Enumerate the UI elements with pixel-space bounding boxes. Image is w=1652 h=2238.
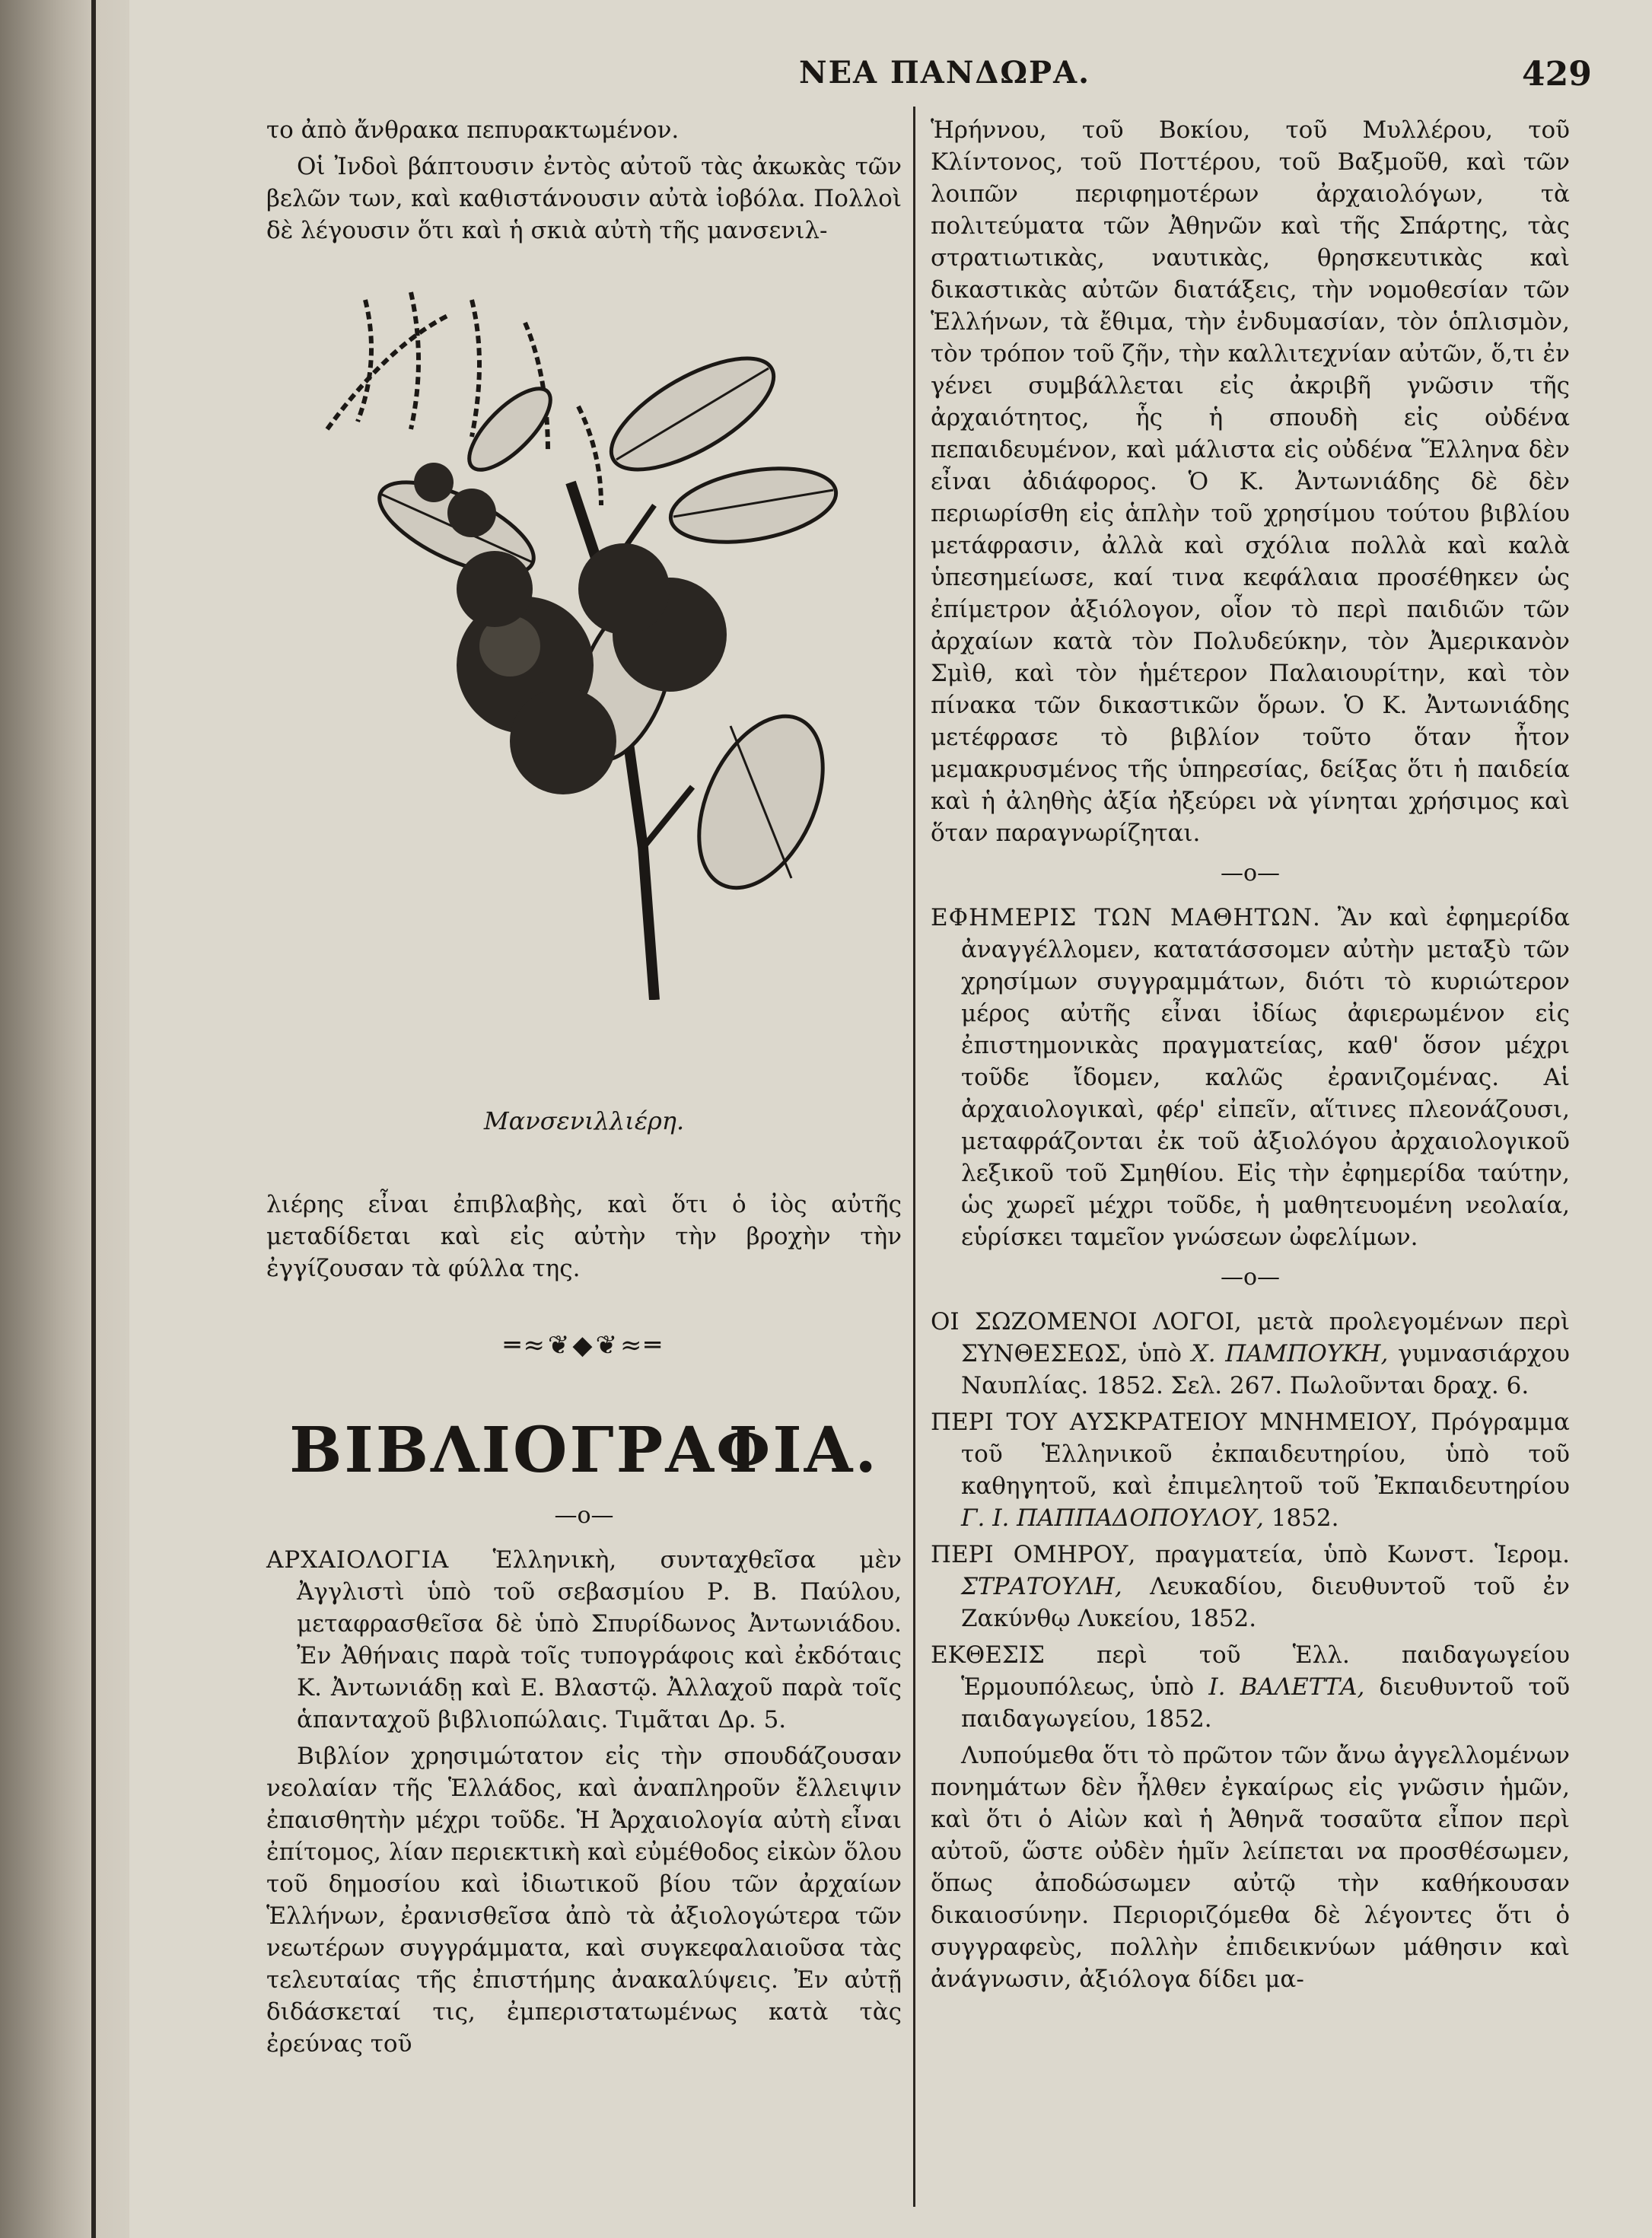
section-title: ΒΙΒΛΙΟΓΡΑΦΙΑ. xyxy=(289,1414,879,1487)
entry-mnemeion-year: 1852. xyxy=(1271,1504,1339,1532)
entry-logoi-rest: γυμνασιάρχου Ναυπλίας. 1852. Σελ. 267. Πωλοῦνται δραχ. 6. xyxy=(961,1340,1571,1399)
entry-logoi-text: ΟΙ ΣΩΖΟΜΕΝΟΙ ΛΟΓΟΙ, μετὰ προλεγομένων περὶ ΣΥΝΘΕΣΕΩΣ, ὑπὸ xyxy=(931,1308,1570,1367)
entry-mnemeion-text: ΠΕΡΙ ΤΟΥ ΑΥΣΚΡΑΤΕΙΟΥ ΜΝΗΜΕΙΟΥ, Πρόγραμμα τοῦ Ἑλληνικοῦ ἐκπαιδευτηρίου, ὑπὸ τοῦ καθηγητοῦ, καὶ ἐπιμελητοῦ τοῦ Ἐκπαιδευτηρίου xyxy=(931,1409,1570,1500)
divider-1: —ο— xyxy=(1220,860,1281,887)
entry-mnemeion xyxy=(931,1406,1570,1534)
paragraph-continued-right: Ἡρήννου, τοῦ Βοκίου, τοῦ Μυλλέρου, τοῦ Κλίντονος, τοῦ Ποττέρου, τοῦ Βαξμοῦθ, καὶ τῶν λοιπῶν περιφημοτέρων ἀρχαιολόγων, τὰ πολιτεύματα τῶν Ἀθηνῶν καὶ τῆς Σπάρτης, τὰς στρατιωτικὰς, ναυτικὰς, θρησκευτικὰς καὶ δικαστικὰς αὐτῶν διατάξεις, τὴν νομοθεσίαν τῶν Ἑλλήνων, τὰ ἔθιμα, τὴν ἐνδυμασίαν, τὸν ὁπλισμὸν, τὸν τρόπον τοῦ ζῆν, τὴν καλλιτεχνίαν αὐτῶν, ὅ,τι ἐν γένει συμβάλλεται εἰς ἀκριβῆ γνῶσιν τῆς ἀρχαιότητος, ἧς ἡ σπουδὴ εἰς οὐδένα πεπαιδευμένον, καὶ μάλιστα εἰς οὐδένα Ἕλληνα δὲν εἶναι ἀδιάφορος. Ὁ Κ. Ἀντωνιάδης δὲ δὲν περιωρίσθη εἰς ἁπλὴν τοῦ χρησίμου τούτου βιβλίου μετάφρασιν, ἀλλὰ καὶ σχόλια πολλὰ καὶ καλὰ ὑπεσημείωσε, καί τινα κεφάλαια προσέθηκεν ὡς ἐπίμετρον ἀξιόλογον, οἷον τὸ περὶ παιδιῶν τῶν ἀρχαίων κατὰ τὸν Πολυδεύκην, τὸν Ἀμερικανὸν Σμὶθ, καὶ τὸν ἡμέτερον Παλαιουρίτην, καὶ τὸν πίνακα τῶν δικαστικῶν ὅρων. Ὁ Κ. Ἀντωνιάδης μετέφρασε τὸ βιβλίον τοῦτο ὅταν ἦτον μεμακρυσμένος τῆς ὑπηρεσίας, δείξας ὅτι ἡ παιδεία καὶ ἡ ἀληθὴς ἀξία ἠξεύρει νὰ γίνηται χρήσιμος καὶ ὅταν παραγνωρίζηται. xyxy=(931,116,1570,847)
ornament-divider: ═≈❦◆❦≈═ xyxy=(504,1330,664,1361)
entry-logoi-author: Χ. ΠΑΜΠΟΥΚΗ, xyxy=(1191,1340,1389,1367)
binding-edge xyxy=(91,0,96,2238)
text-line-1: το ἀπὸ ἄνθρακα πεπυρακτωμένον. xyxy=(266,116,680,144)
entry-homerou-author: ΣΤΡΑΤΟΥΛΗ, xyxy=(961,1573,1122,1600)
column-rule xyxy=(913,107,915,2207)
left-column xyxy=(266,114,902,2064)
paragraph-indians: Οἱ Ἰνδοὶ βάπτουσιν ἐντὸς αὐτοῦ τὰς ἀκωκὰς τῶν βελῶν των, καὶ καθιστάνουσιν αὐτὰ ἰοβόλα. Πολλοὶ δὲ λέγουσιν ὅτι καὶ ἡ σκιὰ αὐτὴ τῆς μανσενιλ- xyxy=(266,153,902,244)
section-divider: —ο— xyxy=(554,1502,614,1529)
entry-archaeology-head: ΑΡΧΑΙΟΛΟΓΙΑ xyxy=(266,1546,450,1574)
entry-homerou xyxy=(931,1539,1570,1635)
right-column xyxy=(931,114,1570,2000)
paragraph-continued: λιέρης εἶναι ἐπιβλαβὴς, καὶ ὅτι ὁ ἰὸς αὐτῆς μεταδίδεται καὶ εἰς αὐτὴν τὴν βροχὴν τὴν ἐγγίζουσαν τὰ φύλλα της. xyxy=(266,1191,902,1282)
entry-archaeology xyxy=(266,1544,902,1736)
entry-logoi xyxy=(931,1306,1570,1402)
entry-archaeology-body: Ἑλληνικὴ, συνταχθεῖσα μὲν Ἀγγλιστὶ ὑπὸ τοῦ σεβασμίου Ρ. Β. Παύλου, μεταφρασθεῖσα δὲ ὑπὸ Σπυρίδωνος Ἀντωνιάδου. Ἐν Ἀθήναις παρὰ τοῖς τυπογράφοις καὶ ἐκδόταις Κ. Ἀντωνιάδῃ καὶ Ε. Βλαστῷ. Ἀλλαχοῦ παρὰ τοῖς ἁπανταχοῦ βιβλιοπώλαις. Τιμᾶται Δρ. 5. xyxy=(297,1546,902,1733)
entry-ekthesis-rest: διευθυντοῦ τοῦ παιδαγωγείου, 1852. xyxy=(961,1673,1571,1733)
book-binding xyxy=(0,0,129,2238)
entry-ephemeris-head: ΕΦΗΜΕΡΙΣ ΤΩΝ ΜΑΘΗΤΩΝ. xyxy=(931,904,1321,931)
paragraph-book-review: Βιβλίον χρησιμώτατον εἰς τὴν σπουδάζουσαν νεολαίαν τῆς Ἑλλάδος, καὶ ἀναπληροῦν ἔλλειψιν ἐπαισθητὴν μέχρι τοῦδε. Ἡ Ἀρχαιολογία αὐτὴ εἶναι ἐπίτομος, λίαν περιεκτικὴ καὶ εὐμέθοδος εἰκὼν ὅλου τοῦ δημοσίου καὶ ἰδιωτικοῦ βίου τῶν ἀρχαίων Ἑλλήνων, ἐρανισθεῖσα ἀπὸ τὰ ἀξιολογώτερα τῶν νεωτέρων συγγράμματα, καὶ συγκεφαλαιοῦσα τὰς τελευταίας τῆς ἐπιστήμης ἀνακαλύψεις. Ἐν αὐτῇ διδάσκεταί τις, ἐμπεριστατωμένως κατὰ τὰς ἐρεύνας τοῦ xyxy=(266,1743,902,2058)
entry-ephemeris xyxy=(931,902,1570,1253)
page-number: 429 xyxy=(1522,55,1592,94)
entry-mnemeion-author: Γ. Ι. ΠΑΠΠΑΔΟΠΟΥΛΟΥ, xyxy=(961,1504,1264,1532)
manchineel-branch-icon xyxy=(297,254,875,1000)
figure-caption: Μανσενιλλιέρη. xyxy=(483,1106,685,1135)
entry-ekthesis-text: ΕΚΘΕΣΙΣ περὶ τοῦ Ἑλλ. παιδαγωγείου Ἑρμουπόλεως, ὑπὸ xyxy=(931,1641,1570,1701)
entry-ephemeris-body: Ἂν καὶ ἐφημερίδα ἀναγγέλλομεν, κατατάσσομεν αὐτὴν μεταξὺ τῶν χρησίμων συγγραμμάτων, διότι τὸ κυριώτερον μέρος αὐτῆς εἶναι ἰδίως ἀφιερωμένον εἰς ἐπιστημονικὰς πραγματείας, καθ' ὅσον μέχρι τοῦδε ἴδομεν, καλῶς ἐρανιζομένας. Αἱ ἀρχαιολογικαὶ, φέρ' εἰπεῖν, αἵτινες πλεονάζουσι, μεταφράζονται ἐκ τοῦ ἀξιολόγου ἀρχαιολογικοῦ λεξικοῦ τοῦ Σμηθίου. Εἰς τὴν ἐφημερίδα ταύτην, ὡς χωρεῖ μέχρι τοῦδε, ἡ μαθητευομένη νεολαία, εὑρίσκει ταμεῖον γνώσεων ὠφελίμων. xyxy=(961,904,1570,1251)
entry-homerou-text: ΠΕΡΙ ΟΜΗΡΟΥ, πραγματεία, ὑπὸ Κωνστ. Ἱερομ. xyxy=(931,1541,1570,1568)
entry-homerou-rest: Λευκαδίου, διευθυντοῦ τοῦ ἐν Ζακύνθῳ Λυκείου, 1852. xyxy=(961,1573,1570,1632)
page-header xyxy=(129,55,1652,100)
divider-2: —ο— xyxy=(1220,1264,1281,1291)
entry-ekthesis xyxy=(931,1639,1570,1735)
paragraph-final: Λυπούμεθα ὅτι τὸ πρῶτον τῶν ἄνω ἀγγελλομένων πονημάτων δὲν ἦλθεν ἐγκαίρως εἰς γνῶσιν ἡμῶν, καὶ ὅτι ὁ Αἰὼν καὶ ἡ Ἀθηνᾶ τοσαῦτα εἶπον περὶ αὐτοῦ, ὥστε οὐδὲν ἡμῖν λείπεται να προσθέσωμεν, ὅπως ἀποδώσωμεν αὐτῷ τὴν καθήκουσαν δικαιοσύνην. Περιοριζόμεθα δὲ λέγοντες ὅτι ὁ συγγραφεὺς, πολλὴν ἐπιδεικνύων μάθησιν καὶ ἀνάγνωσιν, ἀξιόλογα δίδει μα- xyxy=(931,1742,1570,1993)
manchineel-illustration xyxy=(266,254,902,1076)
running-title: ΝΕΑ ΠΑΝΔΩΡΑ. xyxy=(799,55,1091,91)
entry-ekthesis-author: Ι. ΒΑΛΕΤΤΑ, xyxy=(1208,1673,1365,1701)
newspaper-page xyxy=(129,0,1652,2238)
